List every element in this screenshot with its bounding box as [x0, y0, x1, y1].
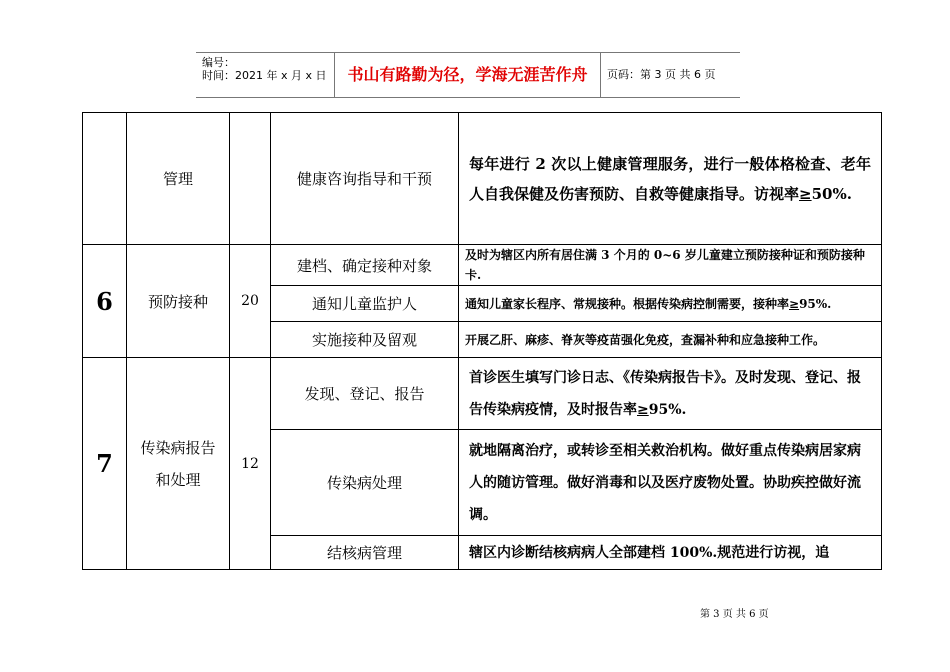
desc-cell: 首诊医生填写门诊日志、《传染病报告卡》。及时发现、登记、报告传染病疫情，及时报告率≥95%.	[459, 358, 882, 430]
item-cell: 通知儿童监护人	[271, 286, 459, 322]
category-cell: 管理	[127, 113, 230, 245]
item-cell: 发现、登记、报告	[271, 358, 459, 430]
desc-cell: 每年进行 2 次以上健康管理服务，进行一般体格检查、老年人自我保健及伤害预防、自救等健康指导。访视率≥50%.	[459, 113, 882, 245]
table-row	[83, 113, 882, 245]
desc-cell: 辖区内诊断结核病病人全部建档 100%.规范进行访视，追	[459, 536, 882, 570]
service-table	[82, 112, 882, 570]
row-number: 6	[83, 245, 127, 358]
header-motto: 书山有路勤为径，学海无涯苦作舟	[335, 53, 601, 97]
item-cell: 传染病处理	[271, 430, 459, 536]
item-cell: 建档、确定接种对象	[271, 245, 459, 286]
header-meta	[196, 53, 335, 97]
category-cell: 传染病报告 和处理	[127, 358, 230, 570]
page-footer: 第 3 页 共 6 页	[700, 609, 769, 620]
row-number: 7	[83, 358, 127, 570]
desc-cell: 就地隔离治疗，或转诊至相关救治机构。做好重点传染病居家病人的随访管理。做好消毒和以及医疗废物处置。协助疾控做好流调。	[459, 430, 882, 536]
number-label: 编号：	[202, 56, 235, 69]
desc-cell: 通知儿童家长程序、常规接种。根据传染病控制需要，接种率≥95%.	[459, 286, 882, 322]
table-row	[83, 358, 882, 430]
item-cell: 健康咨询指导和干预	[271, 113, 459, 245]
score-cell: 12	[230, 358, 271, 570]
page-header	[196, 52, 740, 98]
item-cell: 结核病管理	[271, 536, 459, 570]
item-cell: 实施接种及留观	[271, 322, 459, 358]
desc-cell: 及时为辖区内所有居住满 3 个月的 0~6 岁儿童建立预防接种证和预防接种卡.	[459, 245, 882, 286]
score-cell: 20	[230, 245, 271, 358]
table-row	[83, 245, 882, 286]
header-page: 页码：第 3 页 共 6 页	[607, 68, 716, 81]
score-cell	[230, 113, 271, 245]
num-cell	[83, 113, 127, 245]
desc-cell: 开展乙肝、麻疹、脊灰等疫苗强化免疫，查漏补种和应急接种工作。	[459, 322, 882, 358]
category-cell: 预防接种	[127, 245, 230, 358]
time-label: 时间：2021 年 x 月 x 日	[202, 69, 327, 82]
